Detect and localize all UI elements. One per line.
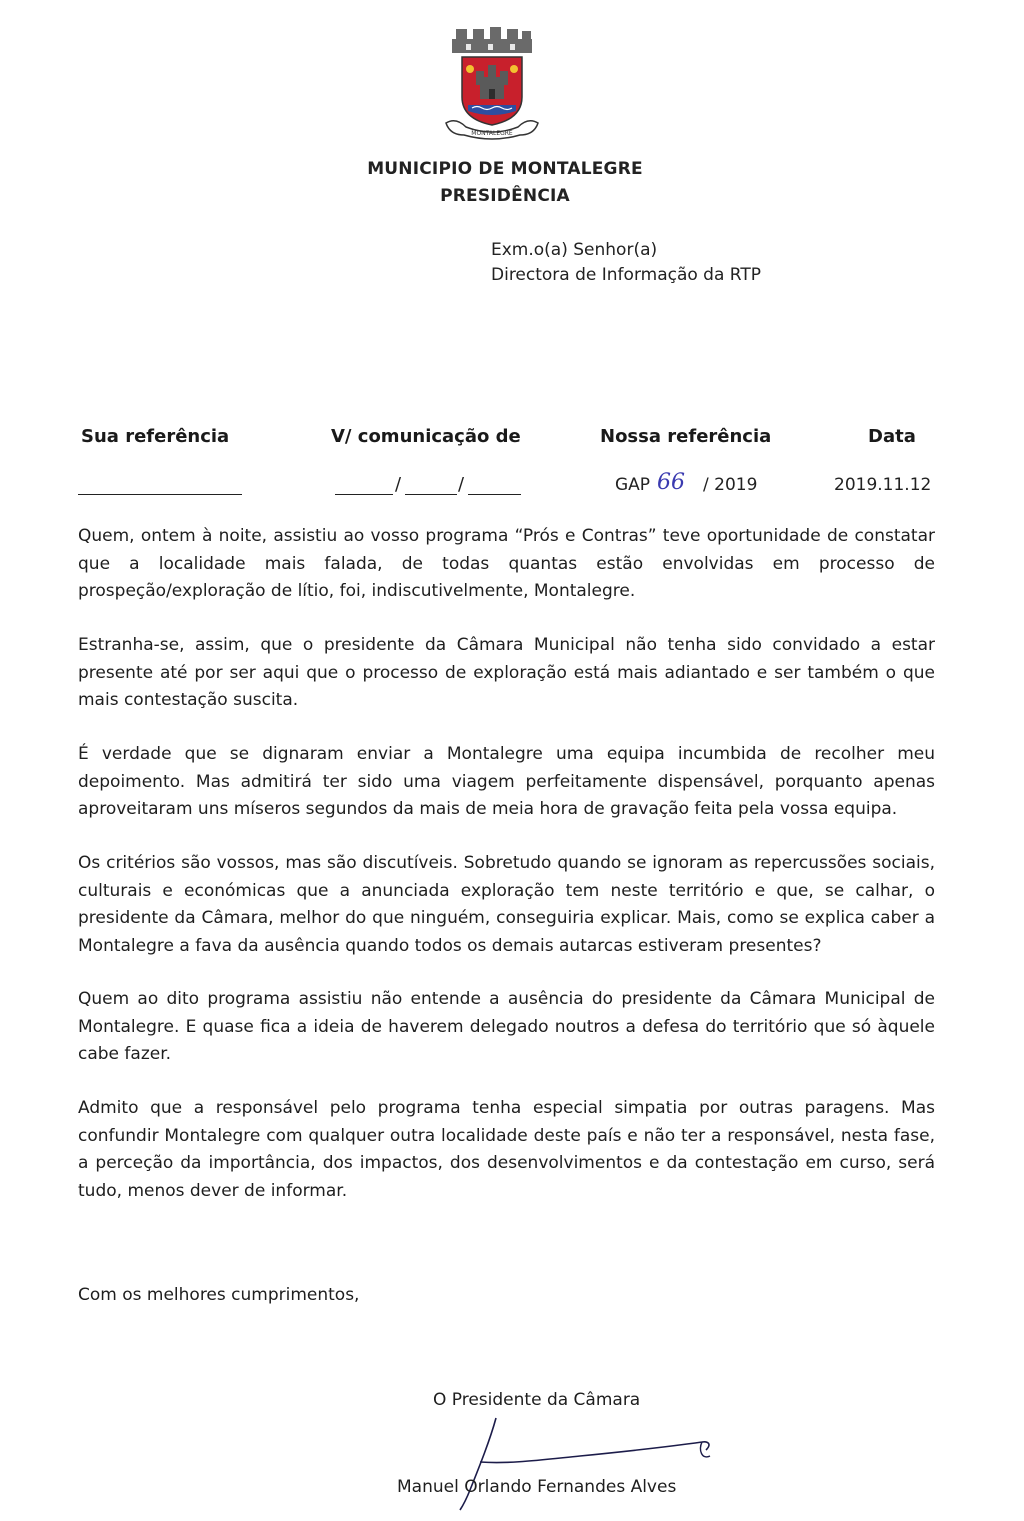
our-reference-year <box>703 475 757 495</box>
signatory-title: O Presidente da Câmara <box>433 1390 641 1410</box>
handwritten-signature-icon <box>440 1410 730 1515</box>
body-paragraph: Quem ao dito programa assistiu não entende a ausência do presidente da Câmara Municipal de Montalegre. E quase fica a ideia de haverem delegado noutros a defesa do território que só àquele cabe fazer. <box>78 989 935 1064</box>
our-reference-separator: / <box>703 475 709 495</box>
header-date: Data <box>868 426 916 447</box>
our-reference-prefix: GAP <box>615 475 651 495</box>
closing-greeting: Com os melhores cumprimentos, <box>78 1285 360 1305</box>
communication-year-blank-line <box>468 494 521 495</box>
header-our-reference: Nossa referência <box>600 426 772 447</box>
addressee-title: Directora de Informação da RTP <box>491 265 761 285</box>
letter-date: 2019.11.12 <box>834 475 932 495</box>
body-paragraph: Admito que a responsável pelo programa tenha especial simpatia por outras paragens. Mas confundir Montalegre com qualquer outra localidade deste país e não ter a responsável, nesta fase, a perceção da importância, dos impactos, dos desenvolvimentos e da contestação em curso, será tudo, menos dever de informar. <box>78 1098 935 1201</box>
body-paragraph: Estranha-se, assim, que o presidente da Câmara Municipal não tenha sido convidado a estar presente até por ser aqui que o processo de exploração está mais adiantado e ser também o que mais contestação suscita. <box>78 635 935 710</box>
date-separator-slash: / <box>395 474 402 495</box>
date-separator-slash: / <box>458 474 465 495</box>
addressee-salutation: Exm.o(a) Senhor(a) <box>491 240 658 260</box>
your-reference-blank-line <box>78 494 242 495</box>
header-your-communication: V/ comunicação de <box>331 426 521 447</box>
municipal-crest-icon <box>436 25 548 143</box>
body-paragraph: Quem, ontem à noite, assistiu ao vosso programa “Prós e Contras” teve oportunidade de constatar que a localidade mais falada, de todas quantas estão envolvidas em processo de prospeção/exploração de lítio, foi, indiscutivelmente, Montalegre. <box>78 526 935 601</box>
municipality-name: MUNICIPIO DE MONTALEGRE <box>367 159 643 179</box>
our-reference-year-value: 2019 <box>714 475 758 495</box>
department-name: PRESIDÊNCIA <box>440 186 570 206</box>
signatory-name: Manuel Orlando Fernandes Alves <box>397 1477 677 1497</box>
body-paragraph: Os critérios são vossos, mas são discutíveis. Sobretudo quando se ignoram as repercussões sociais, culturais e económicas que a anunciada exploração tem neste território e que, se calhar, o presidente da Câmara, melhor do que ninguém, conseguiria explicar. Mais, como se explica caber a Montalegre a fava da ausência quando todos os demais autarcas estiveram presentes? <box>78 853 935 956</box>
communication-day-blank-line <box>335 494 393 495</box>
our-reference-number-handwritten: 66 <box>657 470 685 495</box>
body-paragraph: É verdade que se dignaram enviar a Montalegre uma equipa incumbida de recolher meu depoimento. Mas admitirá ter sido uma viagem perfeitamente dispensável, porquanto apenas aproveitaram uns míseros segundos da mais de meia hora de gravação feita pela vossa equipa. <box>78 744 935 819</box>
svg-text:MONTALEGRE: MONTALEGRE <box>471 130 513 137</box>
communication-month-blank-line <box>405 494 457 495</box>
header-your-reference: Sua referência <box>81 426 230 447</box>
